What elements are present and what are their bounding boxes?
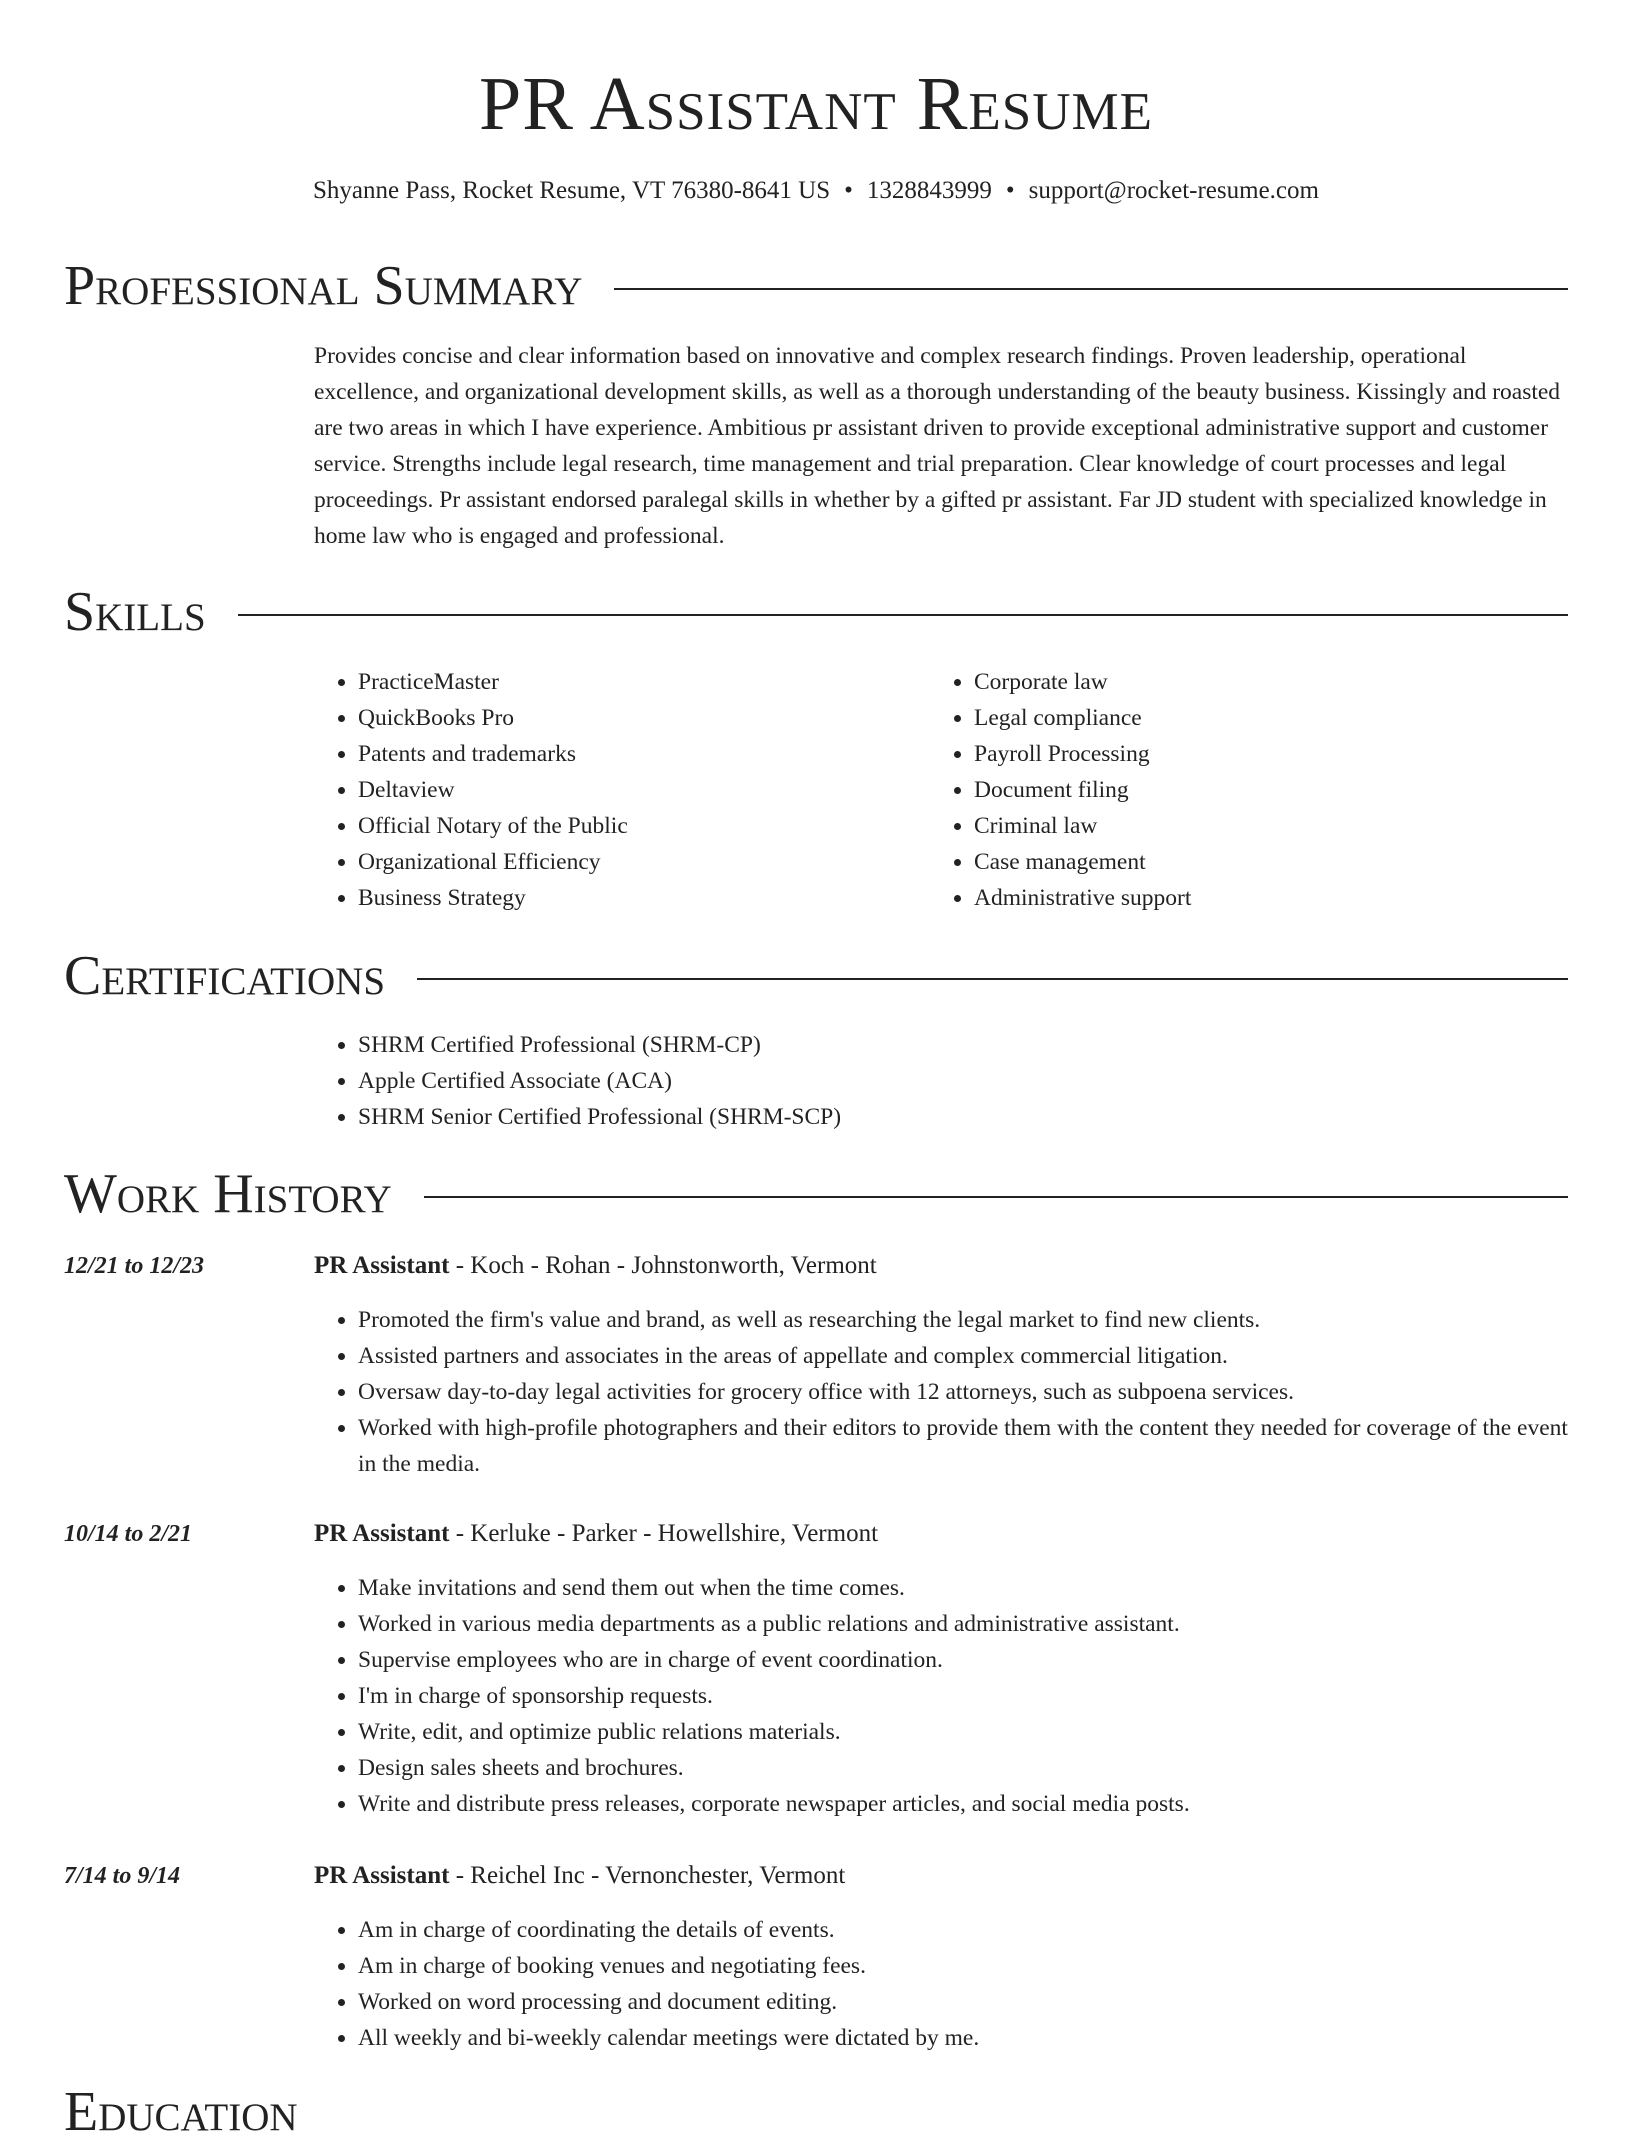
job-bullet: • Design sales sheets and brochures. xyxy=(358,1750,1570,1786)
skill-item: • Patents and trademarks xyxy=(358,736,914,772)
skills-list-right xyxy=(930,664,1530,916)
job-dates: 7/14 to 9/14 xyxy=(64,1863,181,1889)
job-bullet: • Worked with high-profile photographers and their editors to provide them with the content they needed for coverage of the event in the media. xyxy=(358,1410,1570,1482)
summary-section-header xyxy=(64,254,1568,318)
job-bullet: • All weekly and bi-weekly calendar meetings were dictated by me. xyxy=(358,2020,1570,2056)
job-bullets xyxy=(314,1302,1570,1482)
contact-separator: • xyxy=(1005,177,1015,204)
skill-item: • Legal compliance xyxy=(974,700,1530,736)
work-heading: Work History xyxy=(64,1163,392,1225)
skill-item: • PracticeMaster xyxy=(358,664,914,700)
job-bullet: • Write, edit, and optimize public relations materials. xyxy=(358,1714,1570,1750)
contact-phone: 1328843999 xyxy=(866,177,992,204)
job-title: PR Assistant xyxy=(314,1520,450,1547)
job-dates: 12/21 to 12/23 xyxy=(64,1253,205,1279)
job-details: - Reichel Inc - Vernonchester, Vermont xyxy=(449,1862,846,1889)
job-title-line xyxy=(314,1516,878,1552)
job-bullet: • Am in charge of booking venues and negotiating fees. xyxy=(358,1948,1570,1984)
job-bullet: • Make invitations and send them out when the time comes. xyxy=(358,1570,1570,1606)
skill-item: • Official Notary of the Public xyxy=(358,808,914,844)
certification-item: • Apple Certified Associate (ACA) xyxy=(358,1063,1570,1099)
skill-item: • Deltaview xyxy=(358,772,914,808)
job-bullet: • I'm in charge of sponsorship requests. xyxy=(358,1678,1570,1714)
skills-heading: Skills xyxy=(64,581,206,643)
skill-item: • Administrative support xyxy=(974,880,1530,916)
job-details: - Kerluke - Parker - Howellshire, Vermont xyxy=(449,1520,879,1547)
job-bullet: • Am in charge of coordinating the details of events. xyxy=(358,1912,1570,1948)
certifications-list xyxy=(314,1027,1570,1135)
job-bullet: • Assisted partners and associates in the areas of appellate and complex commercial litigation. xyxy=(358,1338,1570,1374)
job-details: - Koch - Rohan - Johnstonworth, Vermont xyxy=(449,1252,877,1279)
job-dates: 10/14 to 2/21 xyxy=(64,1521,193,1547)
section-divider xyxy=(417,978,1568,980)
skill-item: • Payroll Processing xyxy=(974,736,1530,772)
section-divider xyxy=(614,288,1568,290)
contact-address: Shyanne Pass, Rocket Resume, VT 76380-8641 US xyxy=(313,177,831,204)
contact-line xyxy=(0,174,1632,208)
skill-item: • Business Strategy xyxy=(358,880,914,916)
work-section-header xyxy=(64,1162,1568,1226)
skill-item: • Case management xyxy=(974,844,1530,880)
contact-separator: • xyxy=(844,177,853,204)
skill-item: • Criminal law xyxy=(974,808,1530,844)
education-heading: Education xyxy=(64,2081,298,2143)
skills-list-left xyxy=(314,664,914,916)
skill-item: • Organizational Efficiency xyxy=(358,844,914,880)
summary-heading: Professional Summary xyxy=(64,255,583,317)
summary-text: Provides concise and clear information based on innovative and complex research findings. Proven leadership, operational excellence, and organizational development skills, as well as a thorough understanding of the beauty business. Kissingly and roasted are two areas in which I have experience. Ambitious pr assistant driven to provide exceptional administrative support and customer service. Strengths include legal research, time management and trial preparation. Clear knowledge of court processes and legal proceedings. Pr assistant endorsed paralegal skills in whether by a gifted pr assistant. Far JD student with specialized knowledge in home law who is engaged and professional. xyxy=(314,343,1561,549)
job-bullet: • Worked in various media departments as a public relations and administrative assistant. xyxy=(358,1606,1570,1642)
contact-email[interactable]: support@rocket-resume.com xyxy=(1028,177,1319,204)
certification-item: • SHRM Certified Professional (SHRM-CP) xyxy=(358,1027,1570,1063)
job-title: PR Assistant xyxy=(314,1252,450,1279)
education-section-header xyxy=(64,2080,1568,2144)
job-bullet: • Write and distribute press releases, corporate newspaper articles, and social media posts. xyxy=(358,1786,1570,1822)
section-divider xyxy=(238,614,1568,616)
skill-item: • Corporate law xyxy=(974,664,1530,700)
job-bullet: • Oversaw day-to-day legal activities for grocery office with 12 attorneys, such as subpoena services. xyxy=(358,1374,1570,1410)
skill-item: • Document filing xyxy=(974,772,1530,808)
job-title-line xyxy=(314,1858,845,1894)
certifications-section-header xyxy=(64,944,1568,1008)
job-title: PR Assistant xyxy=(314,1862,450,1889)
job-bullet: • Supervise employees who are in charge of event coordination. xyxy=(358,1642,1570,1678)
skill-item: • QuickBooks Pro xyxy=(358,700,914,736)
job-title-line xyxy=(314,1248,877,1284)
job-bullet: • Worked on word processing and document editing. xyxy=(358,1984,1570,2020)
job-bullets xyxy=(314,1912,1570,2056)
certification-item: • SHRM Senior Certified Professional (SHRM-SCP) xyxy=(358,1099,1570,1135)
section-divider xyxy=(424,1196,1568,1198)
job-bullets xyxy=(314,1570,1570,1822)
certifications-heading: Certifications xyxy=(64,945,386,1007)
skills-section-header xyxy=(64,580,1568,644)
resume-title: PR Assistant Resume xyxy=(478,62,1154,146)
job-bullet: • Promoted the firm's value and brand, as well as researching the legal market to find new clients. xyxy=(358,1302,1570,1338)
